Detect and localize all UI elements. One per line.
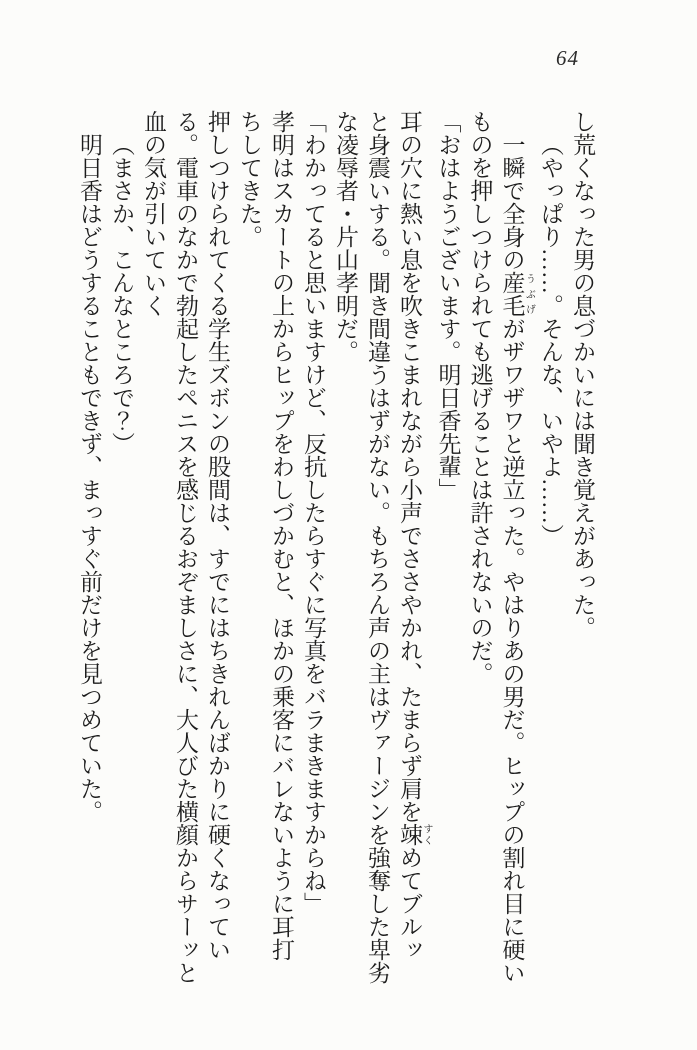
body-text	[73, 110, 598, 998]
text-line: 一瞬で全身の産毛 うぶげがザワザワと逆立った。やはりあの男だ。ヒップの割れ目に硬い	[499, 133, 535, 984]
text-line: 孝明はスカートの上からヒップをわしづかむと、ほかの乗客にバレないように耳打	[269, 110, 294, 961]
text-line: （やっぱり……。そんな、いやよ……）	[538, 133, 563, 547]
text-line: ちしてきた。	[237, 110, 262, 248]
text-line: し荒くなった男の息づかいには聞き覚えがあった。	[570, 110, 595, 639]
text-line: 明日香はどうすることもできず、まっすぐ前だけを見つめていた。	[77, 133, 102, 823]
text-line: る。電車のなかで勃起したペニスを感じるおぞましさに、大人びた横顔からサーッと	[173, 110, 198, 984]
text-line: と身震いする。聞き間違うはずがない。もちろん声の主はヴァージンを強奪した卑劣	[365, 110, 390, 984]
page-number: 64	[556, 46, 579, 70]
text-line: 「おはようございます。明日香先輩」	[435, 110, 461, 501]
text-line: 「わかってると思いますけど、反抗したらすぐに写真をバラまきますからね」	[301, 110, 326, 915]
text-line: 血の気が引いていく	[141, 110, 166, 317]
text-line: な凌辱者・片山孝明だ。	[333, 110, 358, 363]
text-line: 耳の穴に熱い息を吹きこまれながら小声でささやかれ、たまらず肩を竦 すくめてブルッ	[397, 110, 432, 961]
text-line: 押しつけられてくる学生ズボンの股間は、すでにはちきれんばかりに硬くなってい	[205, 110, 230, 961]
text-line: ものを押しつけられても逃げることは許されないのだ。	[467, 110, 493, 685]
ruby-annotated-word: 産毛 うぶげ	[499, 271, 535, 317]
ruby-annotated-word: 竦 すく	[397, 823, 432, 846]
text-line: （まさか、こんなところで？）	[109, 133, 134, 455]
